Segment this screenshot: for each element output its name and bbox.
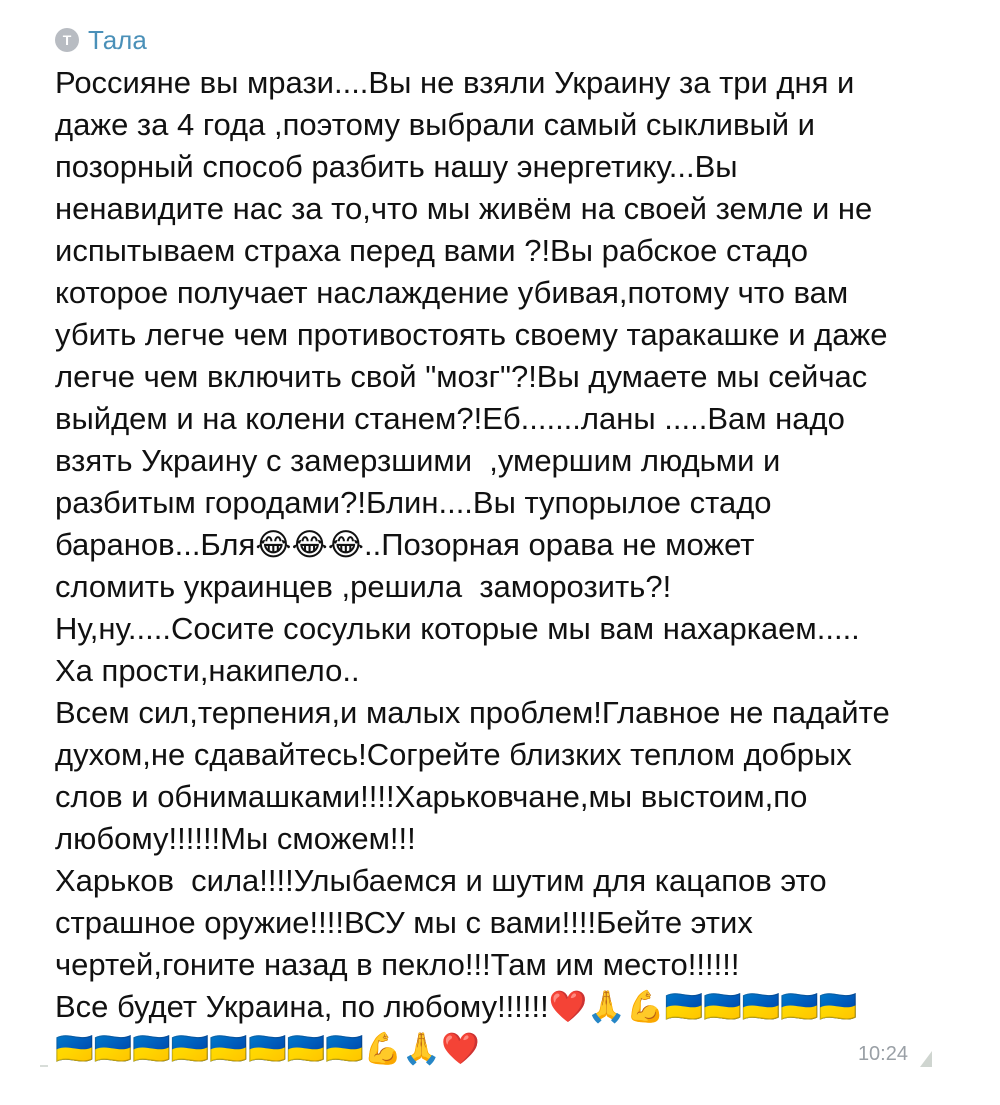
message-line: Ха прости,накипело.. bbox=[55, 653, 360, 688]
message-line: которое получает наслаждение убивая,потому что вам bbox=[55, 275, 849, 310]
message-line: Харьков сила!!!!Улыбаемся и шутим для кацапов это bbox=[55, 863, 827, 898]
message-line: Всем сил,терпения,и малых проблем!Главное не падайте bbox=[55, 695, 890, 730]
message-line: разбитым городами?!Блин....Вы тупорылое стадо bbox=[55, 485, 772, 520]
message-line: слов и обнимашками!!!!Харьковчане,мы выстоим,по bbox=[55, 779, 808, 814]
message-line: чертей,гоните назад в пекло!!!Там им место!!!!!! bbox=[55, 947, 740, 982]
message-line: Россияне вы мрази....Вы не взяли Украину за три дня и bbox=[55, 65, 855, 100]
message-line: ненавидите нас за то,что мы живём на своей земле и не bbox=[55, 191, 873, 226]
message-line: сломить украинцев ,решила заморозить?! bbox=[55, 569, 672, 604]
message-line: легче чем включить свой "мозг"?!Вы думаете мы сейчас bbox=[55, 359, 868, 394]
message-line: любому!!!!!!Мы сможем!!! bbox=[55, 821, 416, 856]
message-line: Все будет Украина, по любому!!!!!!❤️🙏💪🇺🇦🇺🇦🇺🇦🇺🇦🇺🇦 bbox=[55, 989, 858, 1024]
message-line: даже за 4 года ,поэтому выбрали самый сыкливый и bbox=[55, 107, 815, 142]
message-line: 🇺🇦🇺🇦🇺🇦🇺🇦🇺🇦🇺🇦🇺🇦🇺🇦💪🙏❤️ bbox=[55, 1031, 480, 1066]
message-line: страшное оружие!!!!ВСУ мы с вами!!!!Бейте этих bbox=[55, 905, 753, 940]
message-line: взять Украину с замерзшими ,умершим людьми и bbox=[55, 443, 781, 478]
bubble-tail bbox=[920, 1051, 932, 1067]
message-line: духом,не сдавайтесь!Согрейте близких теплом добрых bbox=[55, 737, 852, 772]
message-line: испытываем страха перед вами ?!Вы рабское стадо bbox=[55, 233, 808, 268]
message-line: баранов...Бля😂😂😂..Позорная орава не может bbox=[55, 527, 755, 562]
message-timestamp: 10:24 bbox=[857, 1043, 908, 1065]
bubble-bottom-edge bbox=[40, 1065, 48, 1067]
message-line: убить легче чем противостоять своему таракашке и даже bbox=[55, 317, 888, 352]
message-line: выйдем и на колени станем?!Еб.......ланы .....Вам надо bbox=[55, 401, 845, 436]
message-line: Ну,ну.....Сосите сосульки которые мы вам нахаркаем..... bbox=[55, 611, 860, 646]
message-line: позорный способ разбить нашу энергетику...Вы bbox=[55, 149, 738, 184]
sender-name[interactable]: Тала bbox=[88, 25, 147, 55]
sender-avatar[interactable]: Т bbox=[55, 28, 79, 52]
message-text bbox=[55, 62, 955, 1070]
sender-header bbox=[55, 24, 147, 56]
